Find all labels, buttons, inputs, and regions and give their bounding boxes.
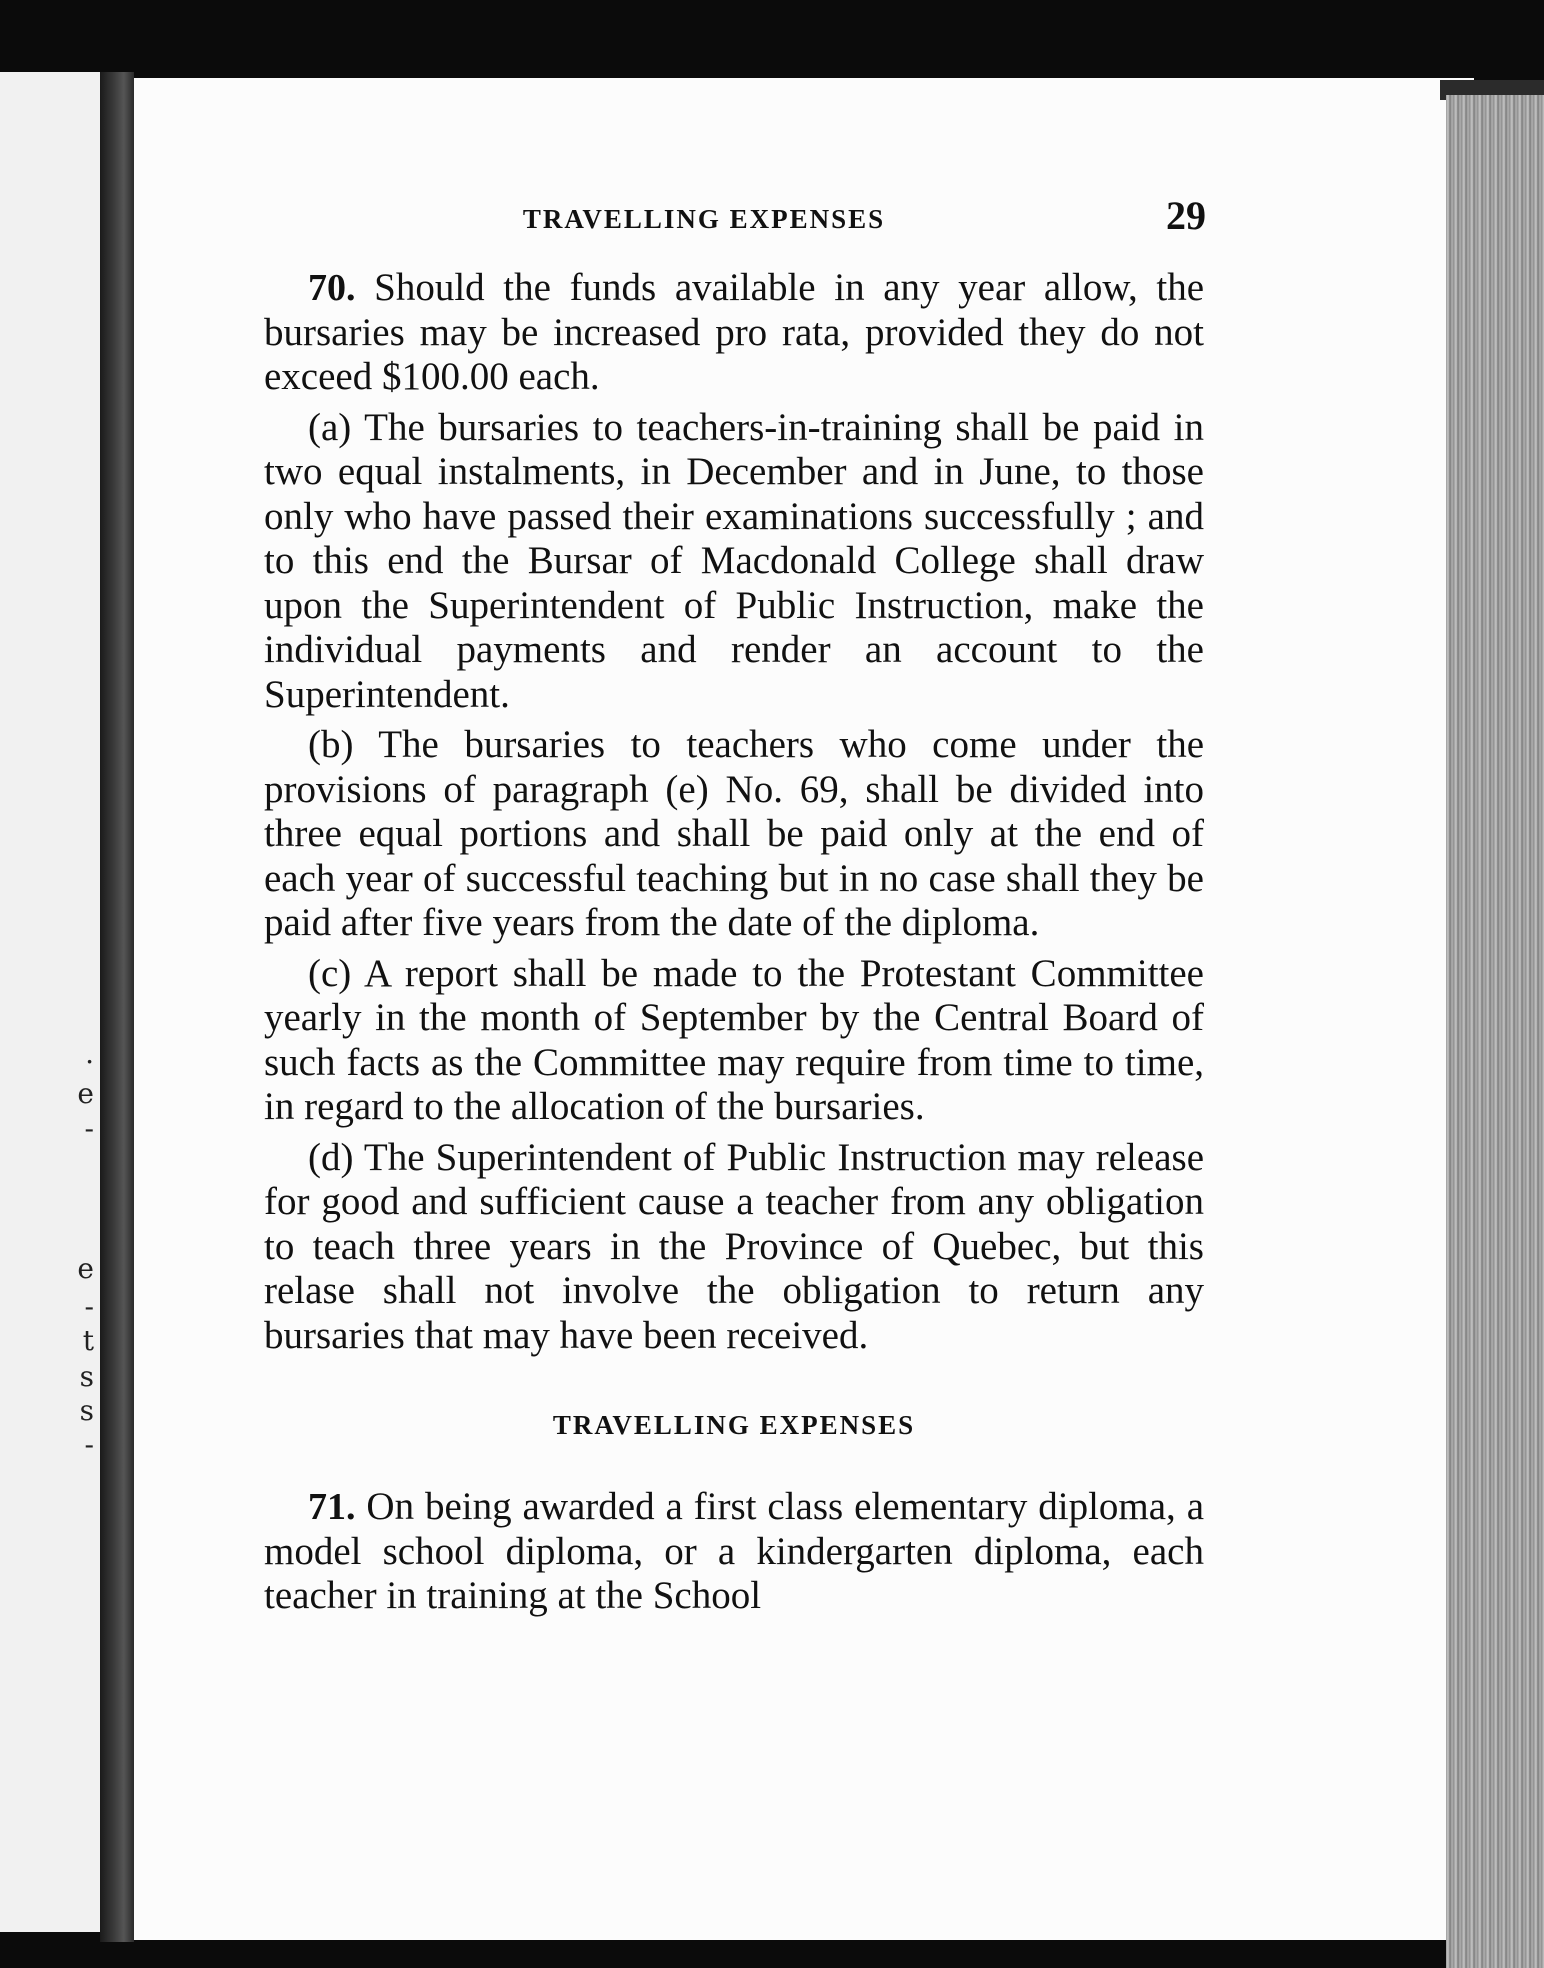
paragraph-text: (a) The bursaries to teachers-in-training shall be paid in two equal instalments, in December and in June, to those only who have passed their examinations successfully ; and to this end the Bursar of Macdonald College shall draw upon the Superintendent of Public Instruction, make the individual payments and render an account to the Superintendent. [264, 405, 1204, 716]
left-page-fragment: t [82, 1324, 94, 1357]
running-head [264, 190, 1204, 260]
paragraph-71 [264, 1485, 1204, 1619]
left-page-fragment: . [85, 1037, 94, 1070]
left-page-fragment: - [84, 1112, 94, 1145]
paragraph-70 [264, 266, 1204, 400]
paragraph-text: (d) The Superintendent of Public Instruction may release for good and sufficient cause a teacher from any obligation to teach three years in the Province of Quebec, but this relase shall not involve the obligation to return any bursaries that may have been received. [264, 1135, 1204, 1357]
page-edges [1446, 95, 1544, 1968]
book-gutter [100, 72, 134, 1942]
paragraph-70a [264, 406, 1204, 718]
paragraph-70d [264, 1136, 1204, 1359]
left-page-fragment: - [84, 1290, 94, 1323]
paragraph-text: On being awarded a first class elementary diploma, a model school diploma, or a kindergarten diploma, each teacher in training at the School [264, 1485, 1205, 1617]
paragraph-text: (c) A report shall be made to the Protestant Committee yearly in the month of September by the Central Board of such facts as the Committee may require from time to time, in regard to the allocation of the bursaries. [264, 951, 1204, 1128]
running-title: TRAVELLING EXPENSES [522, 204, 886, 234]
paragraph-70c [264, 952, 1204, 1130]
page-number: 29 [1166, 193, 1206, 238]
paragraph-text: (b) The bursaries to teachers who come under the provisions of paragraph (e) No. 69, shall be divided into three equal portions and shall be paid only at the end of each year of successful teaching but in no case shall they be paid after five years from the date of the diploma. [264, 723, 1204, 944]
section-heading: TRAVELLING EXPENSES [552, 1410, 916, 1440]
left-page-fragment: e [77, 1252, 94, 1285]
left-facing-page [0, 72, 102, 1932]
paragraph-70b [264, 723, 1204, 946]
page-content [264, 190, 1204, 1625]
left-page-fragment: s [79, 1360, 94, 1393]
paragraph-text: Should the funds available in any year allow, the bursaries may be increased pro rata, provided they do not exceed $100.00 each. [264, 266, 1205, 398]
left-page-fragment: - [84, 1428, 94, 1461]
paragraph-number: 71. [308, 1486, 356, 1528]
left-page-fragment: e [77, 1077, 94, 1110]
left-page-fragment: s [79, 1394, 94, 1427]
paragraph-number: 70. [308, 267, 356, 309]
